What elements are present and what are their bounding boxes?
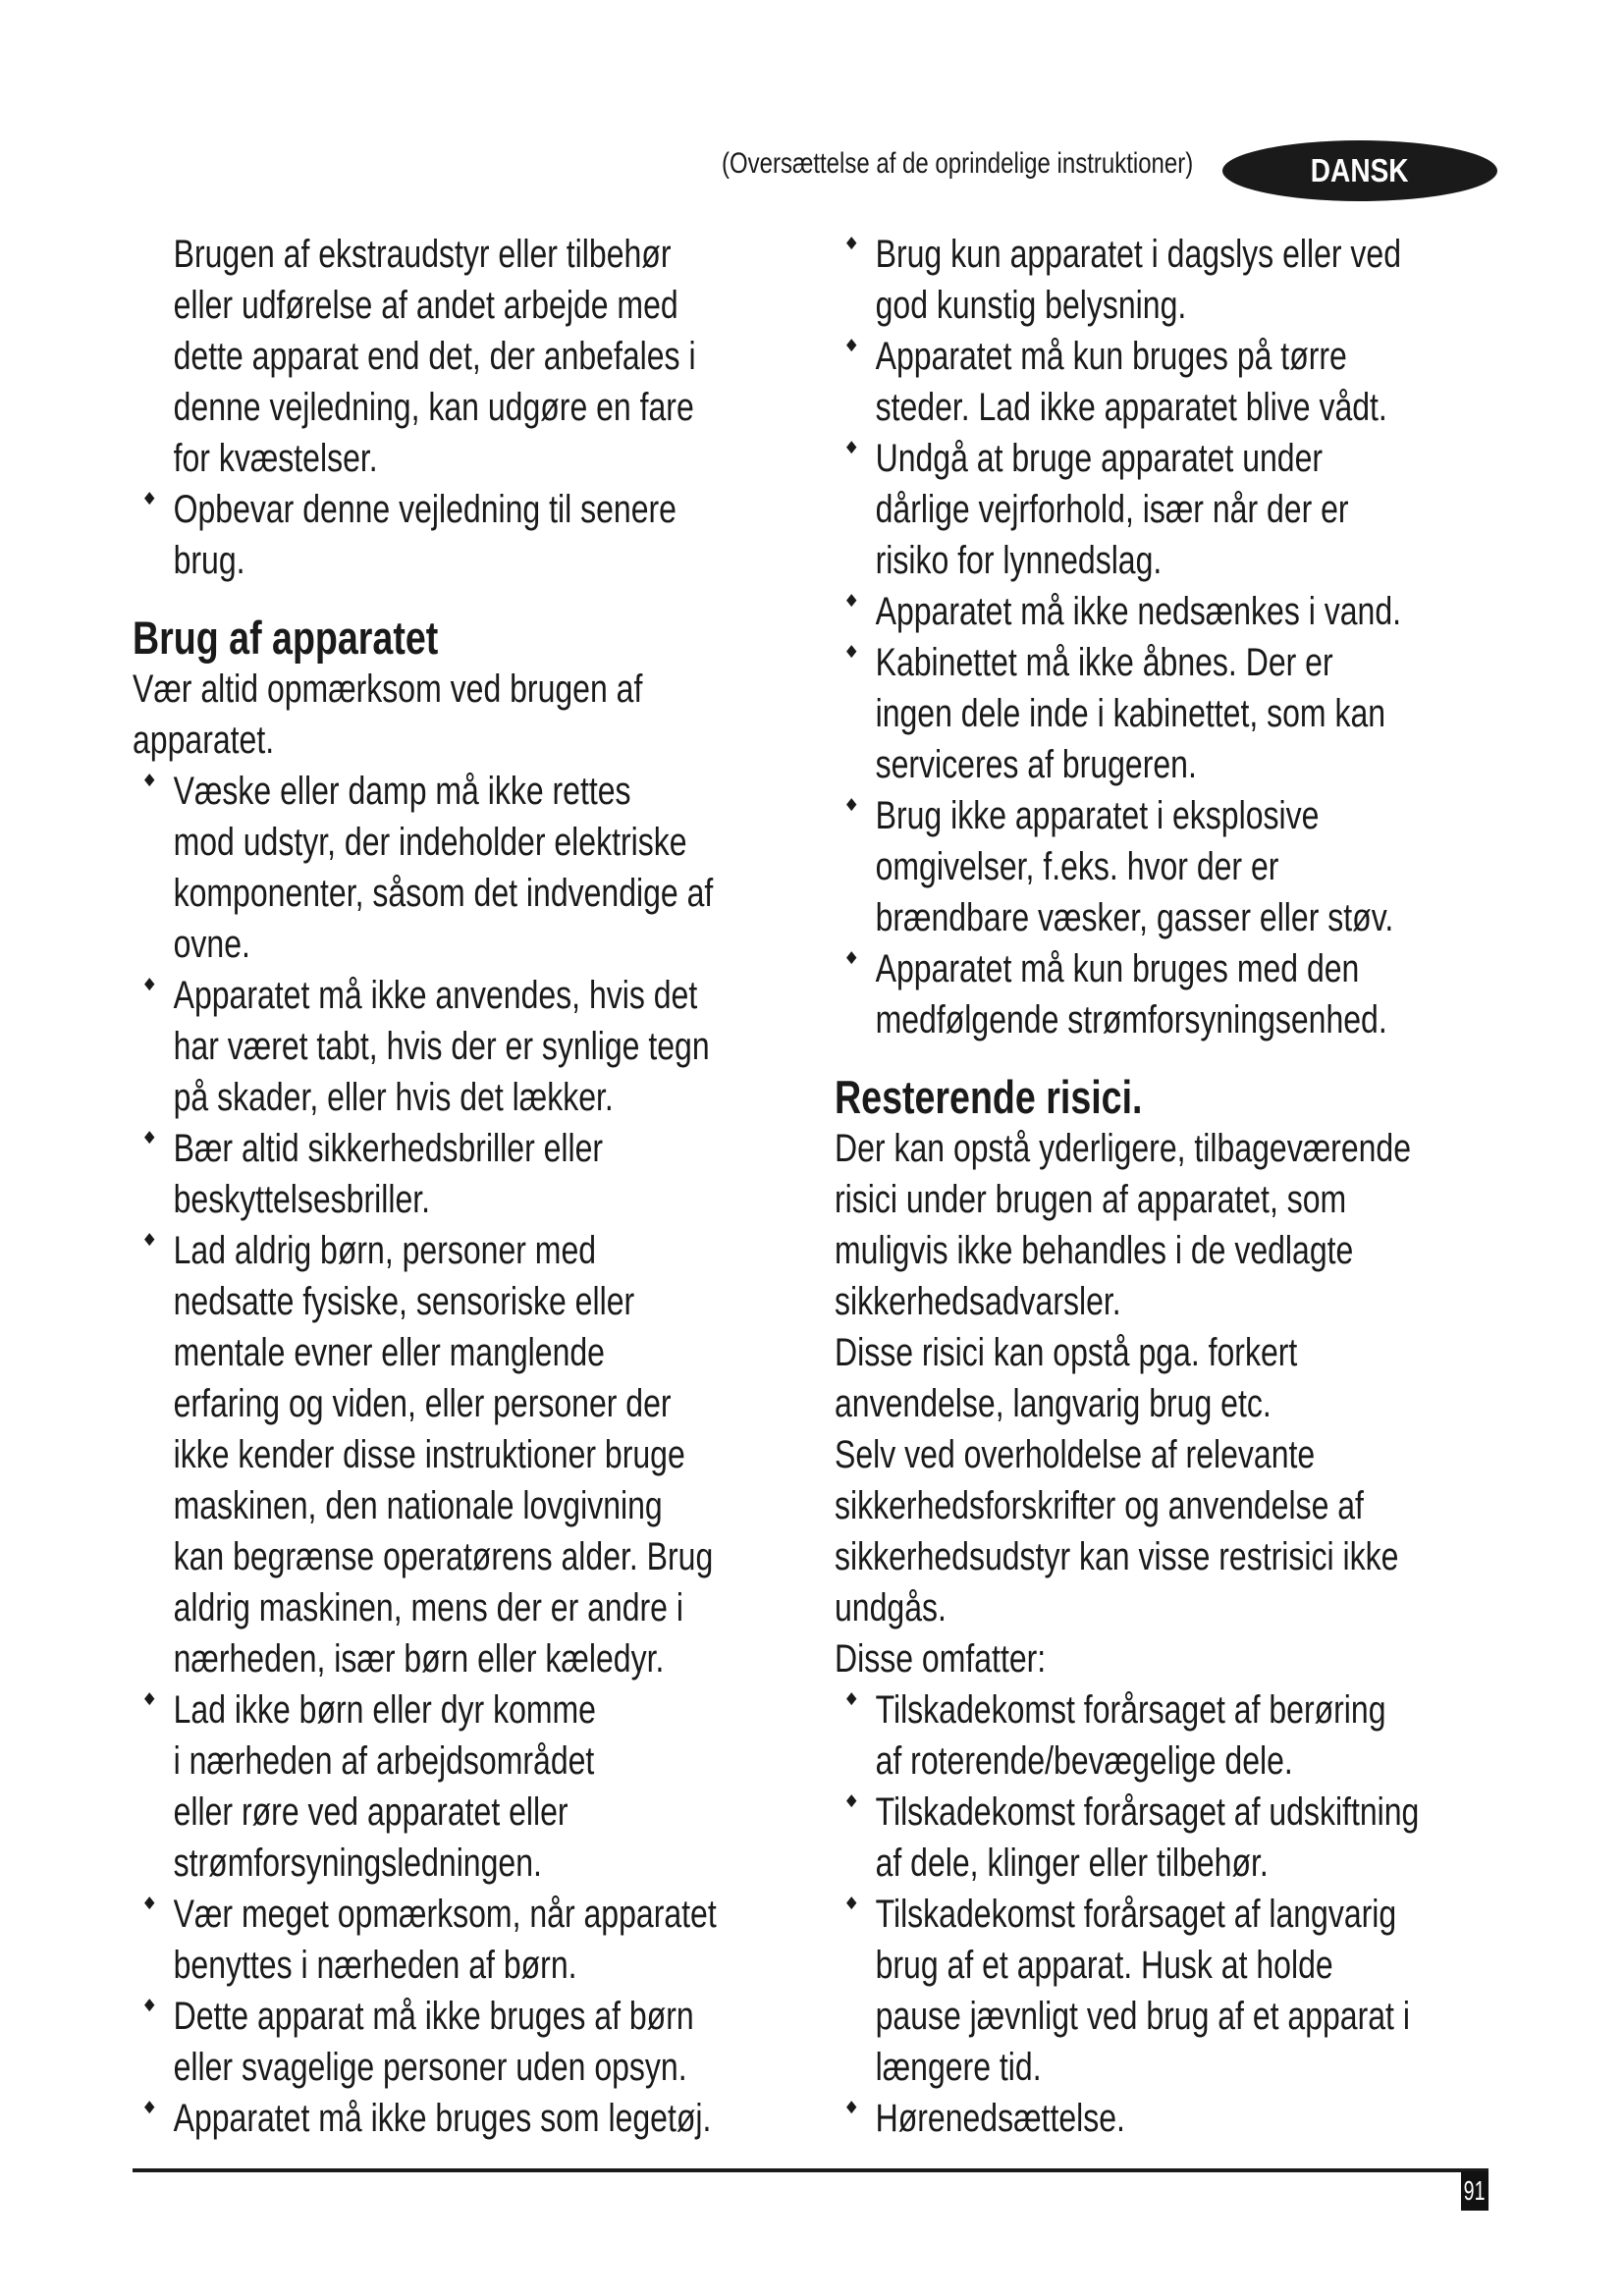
language-badge: [1222, 140, 1497, 201]
paragraph: [133, 229, 753, 484]
text-line: strømforsyningsledningen.: [173, 1842, 542, 1885]
text-line: mod udstyr, der indeholder elektriske: [173, 821, 687, 864]
text-line: mentale evner eller manglende: [173, 1331, 605, 1374]
text-line: Selv ved overholdelse af relevante: [835, 1433, 1316, 1476]
text-line: dette apparat end det, der anbefales i: [173, 335, 696, 378]
text-line: brug af et apparat. Husk at holde: [875, 1944, 1333, 1987]
text-line: har været tabt, hvis der er synlige tegn: [173, 1025, 710, 1068]
text-line: Lad ikke børn eller dyr komme: [173, 1688, 596, 1732]
bullet-item: [133, 484, 753, 586]
bullet-diamond-icon: ◆: [846, 1688, 857, 1707]
paragraph: [835, 1123, 1455, 1684]
text-line: på skader, eller hvis det lækker.: [173, 1076, 614, 1119]
text-line: steder. Lad ikke apparatet blive vådt.: [875, 386, 1387, 429]
bullet-item: [835, 637, 1455, 790]
text-line: omgivelser, f.eks. hvor der er: [875, 845, 1279, 888]
bullet-item: [133, 970, 753, 1123]
bullet-item: [835, 943, 1455, 1045]
right-column: [835, 229, 1455, 2144]
text-line: Tilskadekomst forårsaget af berøring: [875, 1688, 1386, 1732]
header-subtitle: (Oversættelse af de oprindelige instruktioner): [722, 147, 1194, 180]
text-line: pause jævnligt ved brug af et apparat i: [875, 1995, 1410, 2038]
text-line: maskinen, den nationale lovgivning: [173, 1484, 663, 1527]
bullet-item: [133, 2093, 753, 2144]
page-number-box: [1461, 2171, 1489, 2211]
footer-rule: [133, 2168, 1489, 2172]
bullet-item: [835, 331, 1455, 433]
text-line: Hørenedsættelse.: [875, 2097, 1125, 2140]
text-line: Der kan opstå yderligere, tilbageværende: [835, 1127, 1411, 1170]
text-line: Kabinettet må ikke åbnes. Der er: [875, 641, 1333, 684]
text-line: af dele, klinger eller tilbehør.: [875, 1842, 1269, 1885]
text-line: for kvæstelser.: [173, 437, 378, 480]
bullet-item: [835, 586, 1455, 637]
text-line: dårlige vejrforhold, især når der er: [875, 488, 1349, 531]
bullet-diamond-icon: ◆: [846, 641, 857, 660]
bullet-diamond-icon: ◆: [144, 2097, 155, 2115]
text-line: kan begrænse operatørens alder. Brug: [173, 1535, 714, 1578]
text-line: af roterende/bevægelige dele.: [875, 1739, 1293, 1783]
left-column: [133, 229, 753, 2144]
text-line: Apparatet må kun bruges på tørre: [875, 335, 1347, 378]
bullet-item: [835, 1787, 1455, 1889]
page-number: 91: [1464, 2175, 1486, 2206]
text-line: Vær altid opmærksom ved brugen af: [133, 667, 643, 711]
text-line: Apparatet må ikke bruges som legetøj.: [173, 2097, 712, 2140]
bullet-item: [133, 1889, 753, 1991]
text-line: eller røre ved apparatet eller: [173, 1790, 568, 1834]
bullet-item: [835, 433, 1455, 586]
bullet-diamond-icon: ◆: [144, 1688, 155, 1707]
text-line: Væske eller damp må ikke rettes: [173, 770, 631, 813]
text-line: anvendelse, langvarig brug etc.: [835, 1382, 1272, 1425]
bullet-diamond-icon: ◆: [144, 1229, 155, 1248]
bullet-item: [835, 1684, 1455, 1787]
paragraph: [133, 664, 753, 766]
bullet-item: [133, 1684, 753, 1889]
text-line: Apparatet må ikke anvendes, hvis det: [173, 974, 698, 1017]
text-line: ikke kender disse instruktioner bruge: [173, 1433, 685, 1476]
text-line: længere tid.: [875, 2046, 1042, 2089]
text-line: aldrig maskinen, mens der er andre i: [173, 1586, 683, 1629]
text-line: brændbare væsker, gasser eller støv.: [875, 896, 1394, 939]
bullet-diamond-icon: ◆: [846, 590, 857, 609]
text-line: Brug kun apparatet i dagslys eller ved: [875, 233, 1402, 276]
text-line: erfaring og viden, eller personer der: [173, 1382, 672, 1425]
text-line: muligvis ikke behandles i de vedlagte: [835, 1229, 1354, 1272]
section-heading: Brug af apparatet: [133, 612, 439, 664]
text-line: god kunstig belysning.: [875, 284, 1187, 327]
text-line: ingen dele inde i kabinettet, som kan: [875, 692, 1386, 735]
bullet-diamond-icon: ◆: [846, 947, 857, 966]
text-line: Disse risici kan opstå pga. forkert: [835, 1331, 1298, 1374]
text-line: beskyttelsesbriller.: [173, 1178, 431, 1221]
text-line: apparatet.: [133, 719, 275, 762]
bullet-diamond-icon: ◆: [144, 488, 155, 507]
text-line: komponenter, såsom det indvendige af: [173, 872, 714, 915]
text-line: Vær meget opmærksom, når apparatet: [173, 1893, 717, 1936]
text-line: brug.: [173, 539, 245, 582]
text-line: nedsatte fysiske, sensoriske eller: [173, 1280, 635, 1323]
bullet-diamond-icon: ◆: [846, 1790, 857, 1809]
bullet-item: [835, 1889, 1455, 2093]
text-line: Brugen af ekstraudstyr eller tilbehør: [173, 233, 672, 276]
text-line: Lad aldrig børn, personer med: [173, 1229, 597, 1272]
bullet-diamond-icon: ◆: [144, 1127, 155, 1146]
text-line: sikkerhedsforskrifter og anvendelse af: [835, 1484, 1364, 1527]
bullet-item: [133, 766, 753, 970]
bullet-diamond-icon: ◆: [846, 335, 857, 353]
text-line: Undgå at bruge apparatet under: [875, 437, 1324, 480]
text-line: Dette apparat må ikke bruges af børn: [173, 1995, 694, 2038]
text-line: benyttes i nærheden af børn.: [173, 1944, 577, 1987]
text-line: eller udførelse af andet arbejde med: [173, 284, 678, 327]
text-line: risiko for lynnedslag.: [875, 539, 1163, 582]
text-line: sikkerhedsudstyr kan visse restrisici ikke: [835, 1535, 1399, 1578]
bullet-diamond-icon: ◆: [846, 794, 857, 813]
text-line: medfølgende strømforsyningsenhed.: [875, 998, 1387, 1041]
bullet-item: [133, 1123, 753, 1225]
bullet-diamond-icon: ◆: [144, 1893, 155, 1911]
text-line: risici under brugen af apparatet, som: [835, 1178, 1347, 1221]
bullet-item: [835, 229, 1455, 331]
bullet-diamond-icon: ◆: [144, 974, 155, 992]
bullet-item: [133, 1991, 753, 2093]
text-line: Opbevar denne vejledning til senere: [173, 488, 677, 531]
text-line: ovne.: [173, 923, 250, 966]
text-line: serviceres af brugeren.: [875, 743, 1197, 786]
section-heading: Resterende risici.: [835, 1071, 1143, 1123]
text-line: Tilskadekomst forårsaget af langvarig: [875, 1893, 1397, 1936]
bullet-diamond-icon: ◆: [144, 770, 155, 788]
text-line: denne vejledning, kan udgøre en fare: [173, 386, 694, 429]
text-line: Bær altid sikkerhedsbriller eller: [173, 1127, 604, 1170]
bullet-diamond-icon: ◆: [846, 233, 857, 251]
bullet-item: [133, 1225, 753, 1684]
language-label: DANSK: [1311, 152, 1409, 188]
text-line: Brug ikke apparatet i eksplosive: [875, 794, 1320, 837]
text-line: sikkerhedsadvarsler.: [835, 1280, 1121, 1323]
text-line: undgås.: [835, 1586, 947, 1629]
text-line: Disse omfatter:: [835, 1637, 1047, 1681]
bullet-diamond-icon: ◆: [144, 1995, 155, 2013]
text-line: eller svagelige personer uden opsyn.: [173, 2046, 687, 2089]
bullet-diamond-icon: ◆: [846, 2097, 857, 2115]
bullet-item: [835, 2093, 1455, 2144]
bullet-item: [835, 790, 1455, 943]
text-line: i nærheden af arbejdsområdet: [173, 1739, 595, 1783]
text-line: Tilskadekomst forårsaget af udskiftning: [875, 1790, 1420, 1834]
bullet-diamond-icon: ◆: [846, 437, 857, 455]
text-line: nærheden, især børn eller kæledyr.: [173, 1637, 665, 1681]
bullet-diamond-icon: ◆: [846, 1893, 857, 1911]
text-line: Apparatet må ikke nedsænkes i vand.: [875, 590, 1402, 633]
text-line: Apparatet må kun bruges med den: [875, 947, 1360, 990]
